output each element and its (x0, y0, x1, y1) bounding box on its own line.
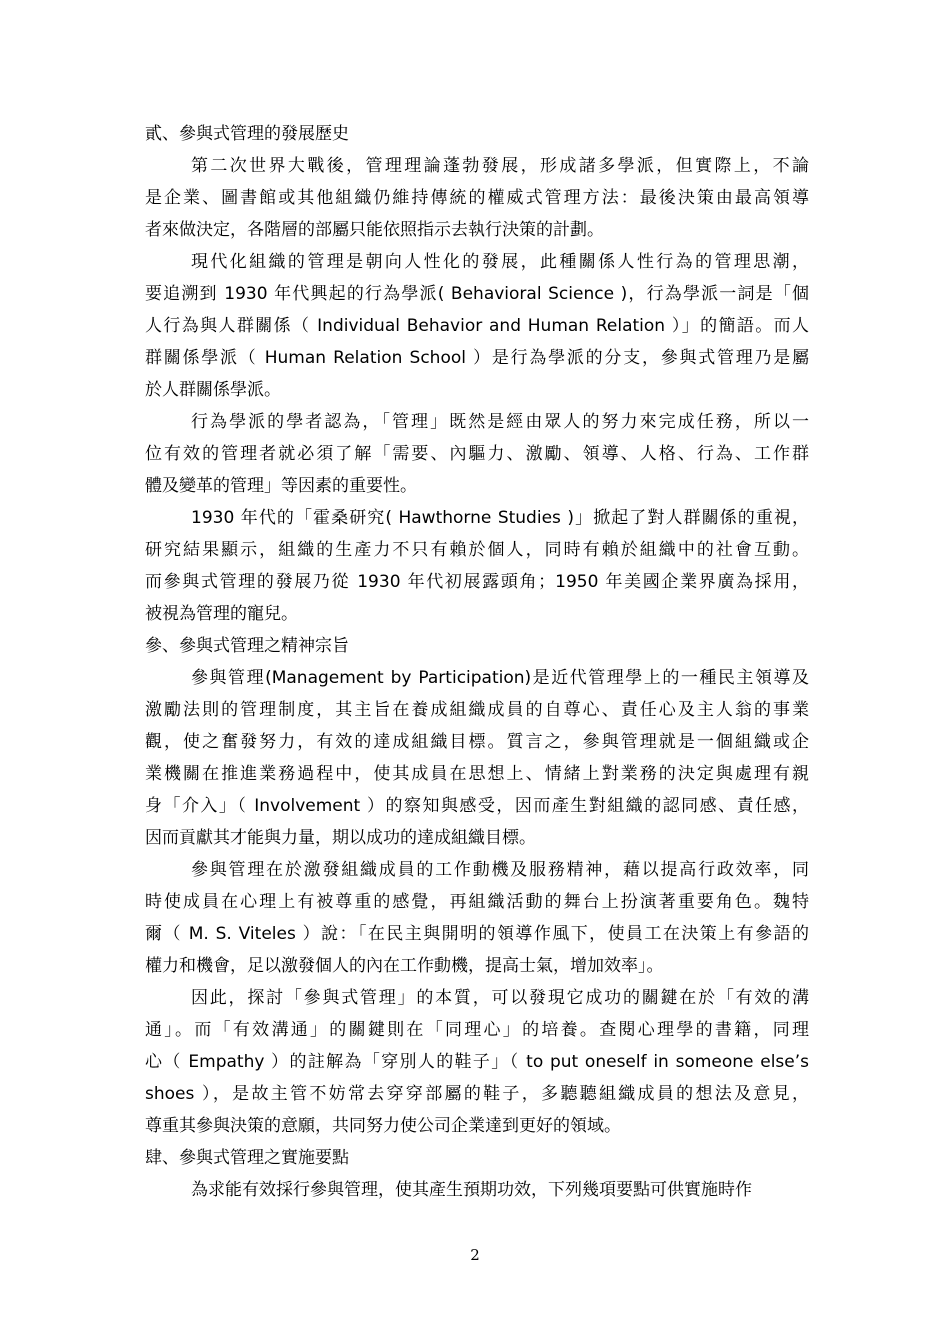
paragraph-line: 研究結果顯示，組織的生產力不只有賴於個人，同時有賴於組織中的社會互動。 (145, 540, 809, 560)
section-heading: 肆、參與式管理之實施要點 (145, 1148, 349, 1168)
section-heading: 參、參與式管理之精神宗旨 (145, 636, 349, 656)
paragraph-line: 爾（ M. S. Viteles ）說：「在民主與開明的領導作風下，使員工在決策上有參語的 (145, 924, 809, 944)
paragraph-line: 位有效的管理者就必須了解「需要、內驅力、激勵、領導、人格、行為、工作群 (145, 444, 809, 464)
paragraph-line: 時使成員在心理上有被尊重的感覺，再組織活動的舞台上扮演著重要角色。魏特 (145, 892, 809, 912)
paragraph (145, 662, 809, 854)
paragraph-line: 參與管理在於激發組織成員的工作動機及服務精神，藉以提高行政效率，同 (191, 860, 809, 880)
paragraph-line: 者來做決定，各階層的部屬只能依照指示去執行決策的計劃。 (145, 220, 604, 240)
paragraph-line: shoes ），是故主管不妨常去穿穿部屬的鞋子，多聽聽組織成員的想法及意見， (145, 1084, 809, 1104)
paragraph-line: 通」。而「有效溝通」的關鍵則在「同理心」的培養。查閱心理學的書籍，同理 (145, 1020, 809, 1040)
section-heading: 貳、參與式管理的發展歷史 (145, 124, 349, 144)
paragraph (145, 406, 809, 502)
paragraph (145, 1174, 809, 1206)
paragraph-line: 因此，探討「參與式管理」的本質，可以發現它成功的關鍵在於「有效的溝 (191, 988, 809, 1008)
paragraph-line: 因而貢獻其才能與力量，期以成功的達成組織目標。 (145, 828, 536, 848)
paragraph (145, 246, 809, 406)
paragraph (145, 502, 809, 630)
paragraph (145, 854, 809, 982)
paragraph-line: 而參與式管理的發展乃從 1930 年代初展露頭角；1950 年美國企業界廣為採用， (145, 572, 809, 592)
paragraph-line: 於人群關係學派。 (145, 380, 281, 400)
paragraph-line: 1930 年代的「霍桑研究( Hawthorne Studies )」掀起了對人群關係的重視， (191, 508, 809, 528)
paragraph-line: 被視為管理的寵兒。 (145, 604, 298, 624)
paragraph-line: 要追溯到 1930 年代興起的行為學派( Behavioral Science )，行為學派一詞是「個 (145, 284, 809, 304)
paragraph-line: 身「介入」（ Involvement ）的察知與感受，因而產生對組織的認同感、責任感， (145, 796, 809, 816)
paragraph-line: 為求能有效採行參與管理，使其產生預期功效，下列幾項要點可供實施時作 (191, 1180, 752, 1200)
paragraph-line: 是企業、圖書館或其他組織仍維持傳統的權威式管理方法：最後決策由最高領導 (145, 188, 809, 208)
paragraph-line: 權力和機會，足以激發個人的內在工作動機，提高士氣，增加效率」。 (145, 956, 664, 976)
document-body (145, 118, 809, 1206)
paragraph (145, 982, 809, 1142)
paragraph-line: 人行為與人群關係（ Individual Behavior and Human Relation ）」的簡語。而人 (145, 316, 809, 336)
paragraph-line: 現代化組織的管理是朝向人性化的發展，此種關係人性行為的管理思潮， (191, 252, 809, 272)
paragraph-line: 行為學派的學者認為，「管理」既然是經由眾人的努力來完成任務，所以一 (191, 412, 809, 432)
paragraph-line: 激勵法則的管理制度，其主旨在養成組織成員的自尊心、責任心及主人翁的事業 (145, 700, 809, 720)
paragraph-line: 業機關在推進業務過程中，使其成員在思想上、情緒上對業務的決定與處理有親 (145, 764, 809, 784)
paragraph-line: 體及變革的管理」等因素的重要性。 (145, 476, 417, 496)
paragraph-line: 心（ Empathy ）的註解為「穿別人的鞋子」（ to put oneself in someone else’s (145, 1052, 809, 1072)
paragraph-line: 尊重其參與決策的意願，共同努力使公司企業達到更好的領域。 (145, 1116, 621, 1136)
paragraph (145, 150, 809, 246)
page-number: 2 (470, 1246, 480, 1264)
paragraph-line: 第二次世界大戰後，管理理論蓬勃發展，形成諸多學派，但實際上，不論 (191, 156, 809, 176)
paragraph-line: 參與管理(Management by Participation)是近代管理學上的一種民主領導及 (191, 668, 809, 688)
paragraph-line: 觀，使之奮發努力，有效的達成組織目標。質言之，參與管理就是一個組織或企 (145, 732, 809, 752)
paragraph-line: 群關係學派（ Human Relation School ）是行為學派的分支，參與式管理乃是屬 (145, 348, 809, 368)
